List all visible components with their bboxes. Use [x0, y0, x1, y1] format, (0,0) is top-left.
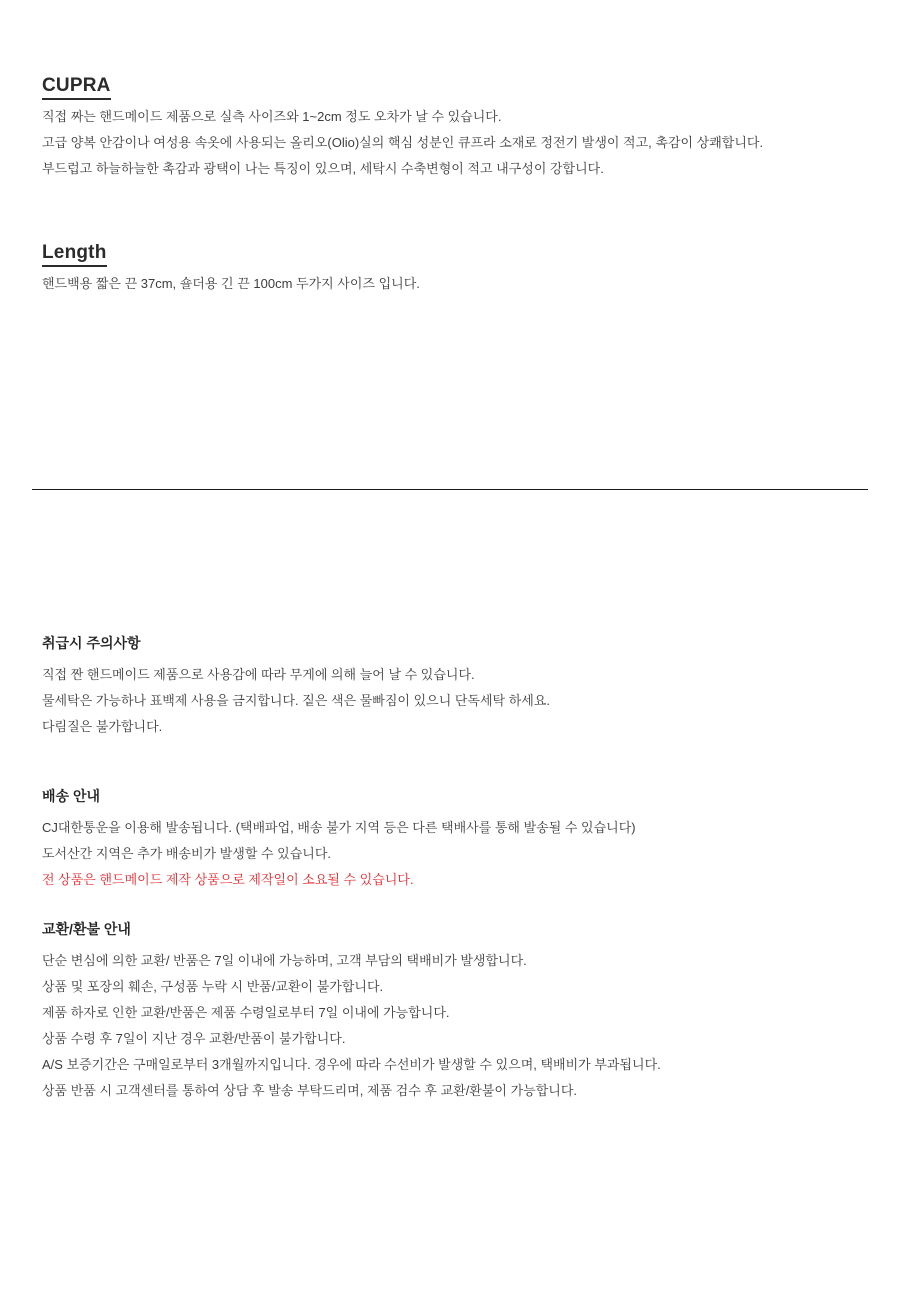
- body-line: 상품 반품 시 고객센터를 통하여 상담 후 발송 부탁드리며, 제품 검수 후 교환/환불이 가능합니다.: [42, 1083, 577, 1098]
- section-title-refund-text: 교환/환불 안내: [42, 921, 131, 937]
- body-line: 단순 변심에 의한 교환/ 반품은 7일 이내에 가능하며, 고객 부담의 택배비가 발생합니다.: [42, 953, 527, 968]
- section-body-care: [42, 662, 550, 740]
- body-line-highlight: 전 상품은 핸드메이드 제작 상품으로 제작일이 소요될 수 있습니다.: [42, 872, 414, 887]
- section-title-length-text: Length: [42, 243, 107, 267]
- body-line: 고급 양복 안감이나 여성용 속옷에 사용되는 올리오(Olio)실의 핵심 성분인 큐프라 소재로 정전기 발생이 적고, 촉감이 상쾌합니다.: [42, 135, 764, 150]
- body-line: CJ대한통운을 이용해 발송됩니다. (택배파업, 배송 불가 지역 등은 다른 택배사를 통해 발송될 수 있습니다): [42, 820, 636, 835]
- body-line: 직접 짜는 핸드메이드 제품으로 실측 사이즈와 1~2cm 정도 오차가 날 수 있습니다.: [42, 109, 502, 124]
- section-divider: [32, 489, 868, 490]
- body-line: 핸드백용 짧은 끈 37cm, 숄더용 긴 끈 100cm 두가지 사이즈 입니다.: [42, 276, 420, 291]
- body-line: 다림질은 불가합니다.: [42, 719, 163, 734]
- section-body-cupra: [42, 104, 763, 182]
- section-title-cupra-text: CUPRA: [42, 76, 111, 100]
- section-title-cupra: [42, 76, 111, 100]
- section-title-length: [42, 243, 107, 267]
- body-line: 상품 및 포장의 훼손, 구성품 누락 시 반품/교환이 불가합니다.: [42, 979, 384, 994]
- section-title-refund: [42, 921, 131, 939]
- body-line: 부드럽고 하늘하늘한 촉감과 광택이 나는 특징이 있으며, 세탁시 수축변형이 적고 내구성이 강합니다.: [42, 161, 604, 176]
- body-line: 제품 하자로 인한 교환/반품은 제품 수령일로부터 7일 이내에 가능합니다.: [42, 1005, 450, 1020]
- body-line: 도서산간 지역은 추가 배송비가 발생할 수 있습니다.: [42, 846, 332, 861]
- section-body-shipping: [42, 815, 636, 893]
- body-line: A/S 보증기간은 구매일로부터 3개월까지입니다. 경우에 따라 수선비가 발생할 수 있으며, 택배비가 부과됩니다.: [42, 1057, 661, 1072]
- section-title-care: [42, 635, 141, 653]
- body-line: 상품 수령 후 7일이 지난 경우 교환/반품이 불가합니다.: [42, 1031, 346, 1046]
- section-title-shipping: [42, 788, 100, 806]
- section-title-care-text: 취급시 주의사항: [42, 635, 141, 651]
- body-line: 물세탁은 가능하나 표백제 사용을 금지합니다. 짙은 색은 물빠짐이 있으니 단독세탁 하세요.: [42, 693, 550, 708]
- body-line: 직접 짠 핸드메이드 제품으로 사용감에 따라 무게에 의해 늘어 날 수 있습니다.: [42, 667, 475, 682]
- section-title-shipping-text: 배송 안내: [42, 788, 100, 804]
- section-body-length: [42, 271, 420, 297]
- section-body-refund: [42, 948, 661, 1104]
